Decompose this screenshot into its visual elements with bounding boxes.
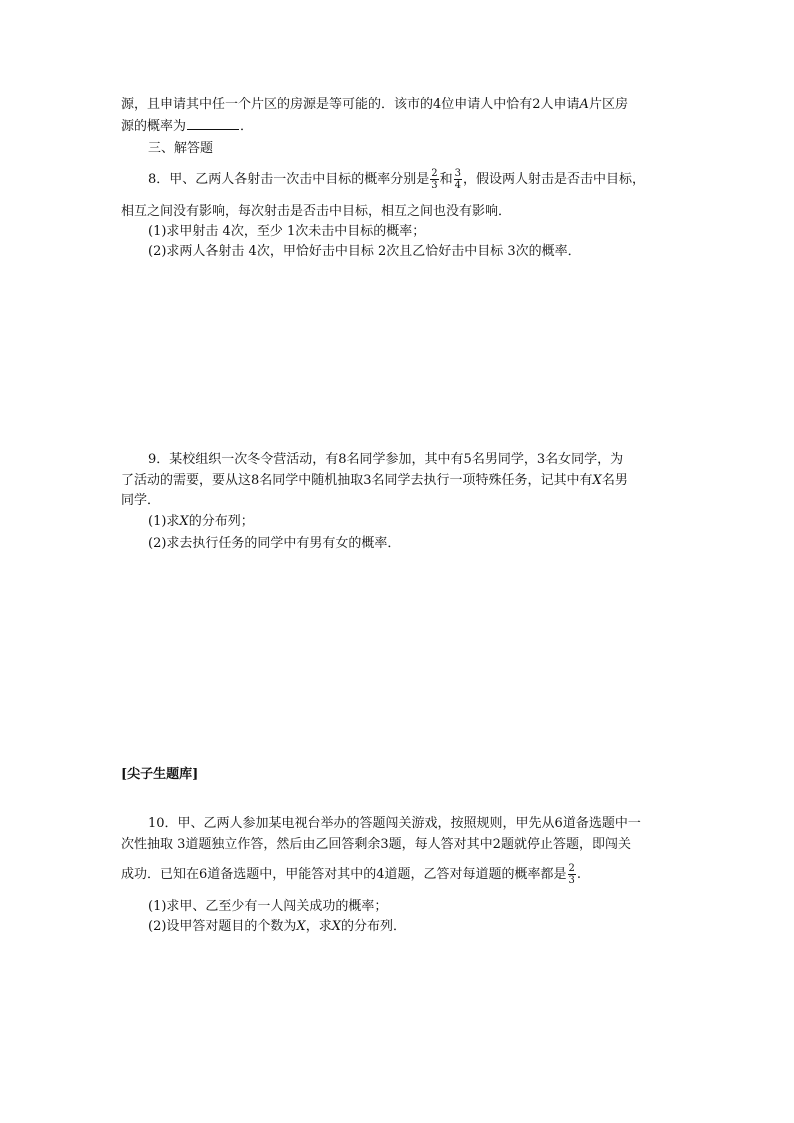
q8-part-1: (1)求甲射击 4次，至少 1次未击中目标的概率； <box>148 224 426 239</box>
answer-blank[interactable] <box>187 117 239 130</box>
q8-line-2: 相互之间没有影响，每次射击是否击中目标，相互之间也没有影响． <box>121 204 512 219</box>
var-a: A <box>579 97 589 112</box>
frac-num: 3 <box>454 168 462 179</box>
section-title: 三、解答题 <box>148 141 214 156</box>
frac-num: 2 <box>431 168 438 179</box>
q10-part-2 <box>148 918 406 936</box>
question-bank-title: [尖子生题库] <box>121 767 199 782</box>
q8-part-2: (2)求两人各射击 4次，甲恰好击中目标 2次且乙恰好击中目标 3次的概率． <box>148 244 581 259</box>
q10-line-1: 10．甲、乙两人参加某电视台举办的答题闯关游戏，按照规则，甲先从6道备选题中一 <box>148 816 641 831</box>
q7-line-1 <box>121 96 628 114</box>
q10-line-3 <box>121 863 581 886</box>
q10-part2-b: ，求 <box>305 919 332 934</box>
fraction-3-4 <box>454 168 462 191</box>
q9-line-1: 9．某校组织一次冬令营活动，有8名同学参加，其中有5名男同学，3名女同学，为 <box>148 452 624 467</box>
q9-text-2b: 名男 <box>601 473 628 488</box>
q9-part1-b: 的分布列； <box>188 514 254 529</box>
var-x: X <box>296 919 306 934</box>
q9-part-2: (2)求去执行任务的同学中有男有女的概率． <box>148 536 401 551</box>
q10-part2-a: (2)设甲答对题目的个数为 <box>148 919 297 934</box>
frac-den: 3 <box>431 180 438 191</box>
fraction-2-3 <box>430 168 438 191</box>
frac-num: 2 <box>568 863 575 874</box>
q7-text-2: 源的概率为 <box>121 119 187 134</box>
q10-part-1: (1)求甲、乙至少有一人闯关成功的概率； <box>148 899 388 914</box>
q9-part1-a: (1)求 <box>148 514 180 529</box>
q9-line-2 <box>121 472 628 490</box>
q10-part2-c: 的分布列． <box>340 919 406 934</box>
q9-text-2a: 了活动的需要，要从这8名同学中随机抽取3名同学去执行一项特殊任务，记其中有 <box>121 473 593 488</box>
q8-line-1 <box>148 168 645 191</box>
var-x: X <box>592 473 602 488</box>
q8-and: 和 <box>439 172 453 187</box>
q10-text-3: 成功．已知在6道备选题中，甲能答对其中的4道题，乙答对每道题的概率都是 <box>121 867 567 882</box>
q7-text-1-tail: 片区房 <box>588 97 628 112</box>
frac-den: 4 <box>454 180 462 191</box>
var-x: X <box>179 514 189 529</box>
fraction-2-3 <box>568 863 576 886</box>
q10-text-3-end: . <box>576 867 582 882</box>
q7-line-2 <box>121 117 253 136</box>
q7-text-2-end: ． <box>240 119 254 134</box>
q9-line-3: 同学． <box>121 493 161 508</box>
frac-den: 3 <box>568 875 575 886</box>
var-x: X <box>331 919 341 934</box>
q7-text-1: 源，且申请其中任一个片区的房源是等可能的．该市的4位申请人中恰有2人申请 <box>121 97 580 112</box>
q8-intro: 8．甲、乙两人各射击一次击中目标的概率分别是 <box>148 172 430 187</box>
q10-line-2: 次性抽取 3道题独立作答，然后由乙回答剩余3题，每人答对其中2题就停止答题，即闯关 <box>121 837 631 852</box>
q9-part-1 <box>148 513 254 531</box>
q8-intro-tail: ，假设两人射击是否击中目标， <box>463 172 646 187</box>
